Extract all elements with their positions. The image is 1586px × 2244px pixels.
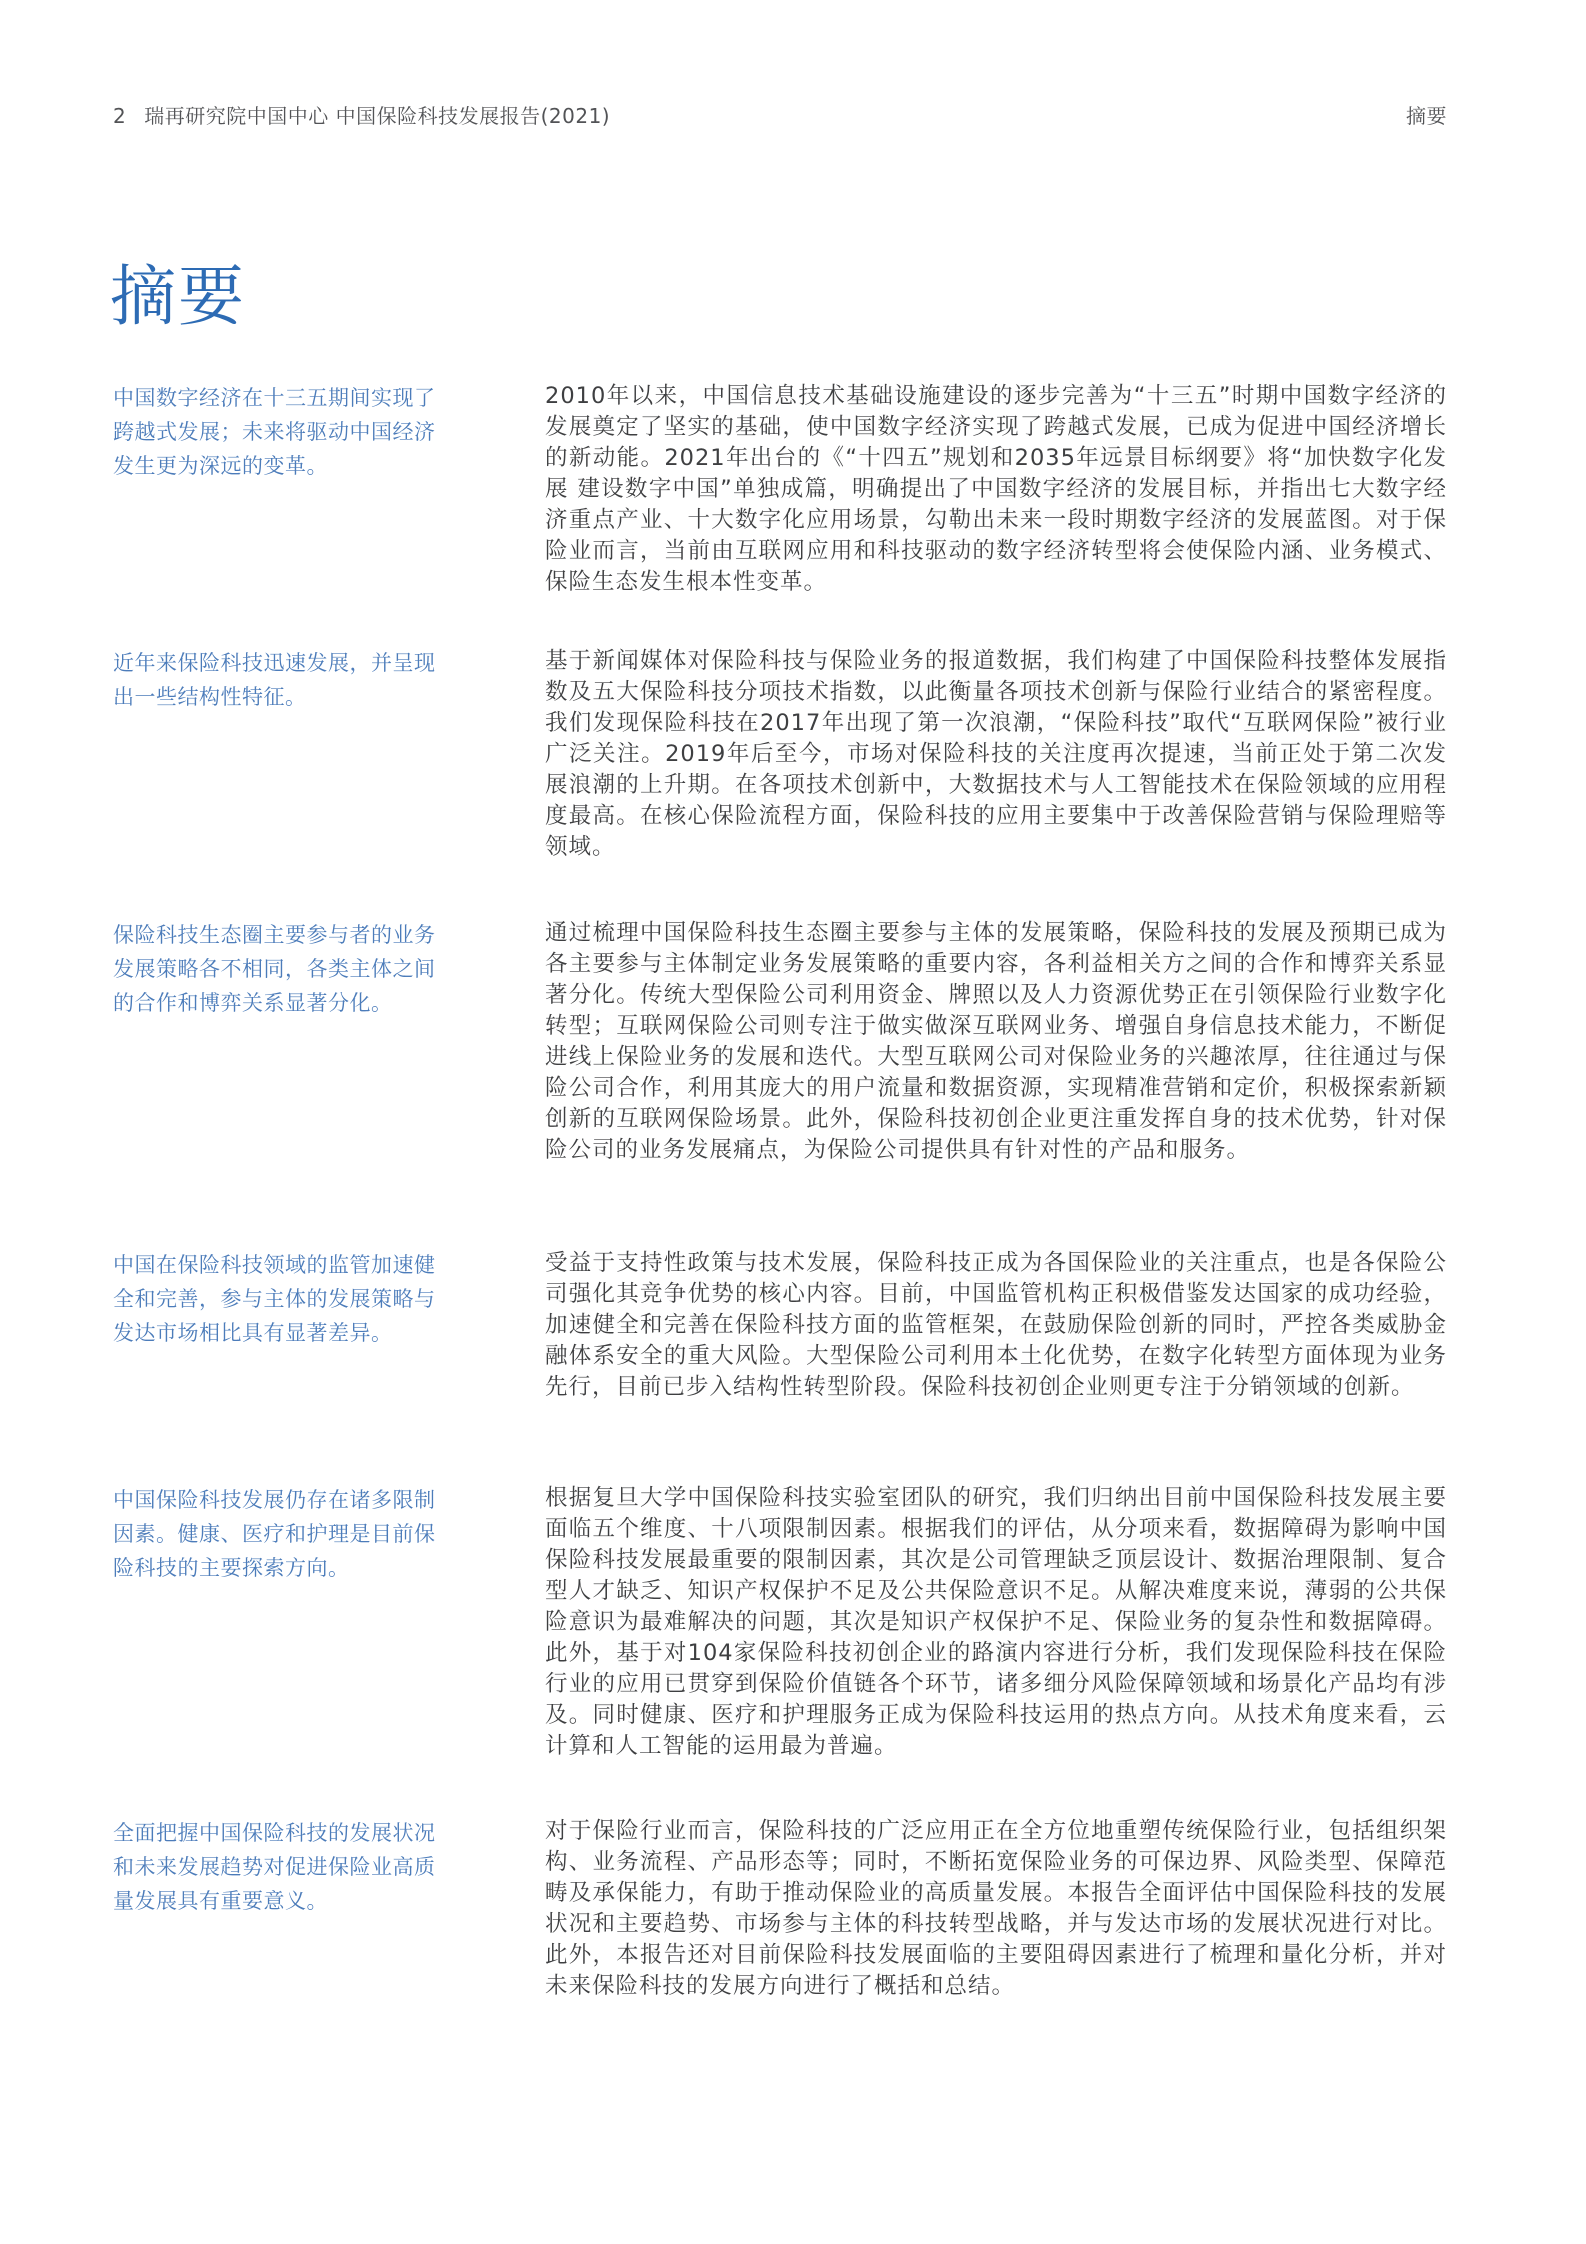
margin-note: 中国保险科技发展仍存在诸多限制因素。健康、医疗和护理是目前保险科技的主要探索方向。: [113, 1488, 436, 1580]
margin-note: 保险科技生态圈主要参与者的业务发展策略各不相同，各类主体之间的合作和博弈关系显著分化。: [113, 923, 436, 1015]
margin-note: 近年来保险科技迅速发展，并呈现出一些结构性特征。: [113, 651, 436, 709]
header-left: [113, 103, 610, 129]
paragraph: 对于保险行业而言，保险科技的广泛应用正在全方位地重塑传统保险行业，包括组织架构、业务流程、产品形态等；同时，不断拓宽保险业务的可保边界、风险类型、保障范畴及承保能力，有助于推动保险业的高质量发展。本报告全面评估中国保险科技的发展状况和主要趋势、市场参与主体的科技转型战略，并与发达市场的发展状况进行对比。此外，本报告还对目前保险科技发展面临的主要阻碍因素进行了梳理和量化分析，并对未来保险科技的发展方向进行了概括和总结。: [545, 1818, 1447, 1999]
header-section-label: 摘要: [1406, 104, 1447, 128]
paragraph: 通过梳理中国保险科技生态圈主要参与主体的发展策略，保险科技的发展及预期已成为各主要参与主体制定业务发展策略的重要内容，各利益相关方之间的合作和博弈关系显著分化。传统大型保险公司利用资金、牌照以及人力资源优势正在引领保险行业数字化转型；互联网保险公司则专注于做实做深互联网业务、增强自身信息技术能力，不断促进线上保险业务的发展和迭代。大型互联网公司对保险业务的兴趣浓厚，往往通过与保险公司合作，利用其庞大的用户流量和数据资源，实现精准营销和定价，积极探索新颖创新的互联网保险场景。此外，保险科技初创企业更注重发挥自身的技术优势，针对保险公司的业务发展痛点，为保险公司提供具有针对性的产品和服务。: [545, 920, 1447, 1163]
paragraph: 基于新闻媒体对保险科技与保险业务的报道数据，我们构建了中国保险科技整体发展指数及五大保险科技分项技术指数，以此衡量各项技术创新与保险行业结合的紧密程度。我们发现保险科技在2017年出现了第一次浪潮，“保险科技”取代“互联网保险”被行业广泛关注。2019年后至今，市场对保险科技的关注度再次提速，当前正处于第二次发展浪潮的上升期。在各项技术创新中，大数据技术与人工智能技术在保险领域的应用程度最高。在核心保险流程方面，保险科技的应用主要集中于改善保险营销与保险理赔等领域。: [545, 648, 1447, 860]
paragraph: 2010年以来，中国信息技术基础设施建设的逐步完善为“十三五”时期中国数字经济的发展奠定了坚实的基础，使中国数字经济实现了跨越式发展，已成为促进中国经济增长的新动能。2021年出台的《“十四五”规划和2035年远景目标纲要》将“加快数字化发展 建设数字中国”单独成篇，明确提出了中国数字经济的发展目标，并指出七大数字经济重点产业、十大数字化应用场景，勾勒出未来一段时期数字经济的发展蓝图。对于保险业而言，当前由互联网应用和科技驱动的数字经济转型将会使保险内涵、业务模式、保险生态发生根本性变革。: [545, 383, 1447, 595]
margin-note: 全面把握中国保险科技的发展状况和未来发展趋势对促进保险业高质量发展具有重要意义。: [113, 1821, 436, 1913]
page-number: 2: [113, 104, 127, 128]
page-title: 摘要: [110, 258, 246, 335]
paragraph: 根据复旦大学中国保险科技实验室团队的研究，我们归纳出目前中国保险科技发展主要面临五个维度、十八项限制因素。根据我们的评估，从分项来看，数据障碍为影响中国保险科技发展最重要的限制因素，其次是公司管理缺乏顶层设计、数据治理限制、复合型人才缺乏、知识产权保护不足及公共保险意识不足。从解决难度来说，薄弱的公共保险意识为最难解决的问题，其次是知识产权保护不足、保险业务的复杂性和数据障碍。此外，基于对104家保险科技初创企业的路演内容进行分析，我们发现保险科技在保险行业的应用已贯穿到保险价值链各个环节，诸多细分风险保障领域和场景化产品均有涉及。同时健康、医疗和护理服务正成为保险科技运用的热点方向。从技术角度来看，云计算和人工智能的运用最为普遍。: [545, 1485, 1447, 1759]
margin-note: 中国在保险科技领域的监管加速健全和完善，参与主体的发展策略与发达市场相比具有显著差异。: [113, 1253, 436, 1345]
paragraph: 受益于支持性政策与技术发展，保险科技正成为各国保险业的关注重点，也是各保险公司强化其竞争优势的核心内容。目前，中国监管机构正积极借鉴发达国家的成功经验，加速健全和完善在保险科技方面的监管框架，在鼓励保险创新的同时，严控各类威胁金融体系安全的重大风险。大型保险公司利用本土化优势，在数字化转型方面体现为业务先行，目前已步入结构性转型阶段。保险科技初创企业则更专注于分销领域的创新。: [545, 1250, 1447, 1400]
margin-note: 中国数字经济在十三五期间实现了跨越式发展；未来将驱动中国经济发生更为深远的变革。: [113, 386, 436, 478]
page-header: [113, 103, 1447, 129]
report-title: 瑞再研究院中国中心 中国保险科技发展报告(2021): [144, 104, 611, 128]
